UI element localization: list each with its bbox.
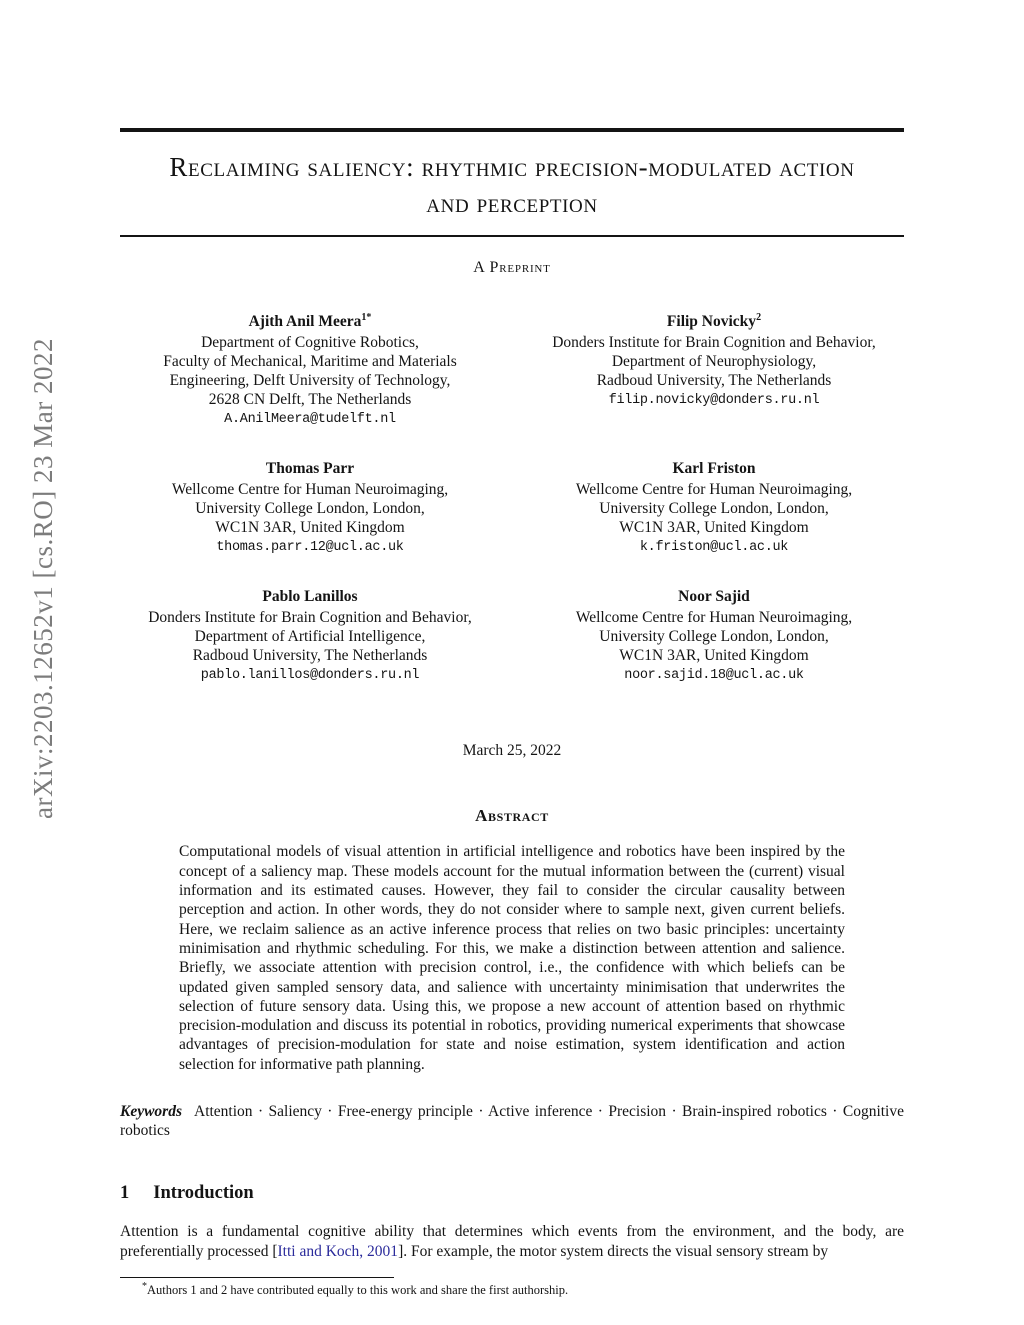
citation-link[interactable]: Itti and Koch, 2001 <box>277 1242 399 1260</box>
author-name <box>120 313 500 332</box>
author-name-text: Karl Friston <box>672 460 756 478</box>
intro-text-before: Attention is a fundamental cognitive ability that determines which events from the environment, and the body, are preferentially processed [ <box>120 1222 904 1260</box>
author-affiliation: Wellcome Centre for Human Neuroimaging, University College London, London, WC1N 3AR, United Kingdom <box>575 609 853 665</box>
author-affiliation: Wellcome Centre for Human Neuroimaging, University College London, London, WC1N 3AR, United Kingdom <box>171 481 449 536</box>
paper-date: March 25, 2022 <box>462 742 562 760</box>
arxiv-watermark: arXiv:2203.12652v1 [cs.RO] 23 Mar 2022 <box>28 338 58 819</box>
author-name-text: Filip Novicky <box>666 313 757 331</box>
paper-title: Reclaiming saliency: rhythmic precision-modulated action and perception <box>169 152 855 218</box>
footnote-divider <box>120 1277 394 1278</box>
author-email: k.friston@ucl.ac.uk <box>639 539 789 555</box>
author-name-text: Pablo Lanillos <box>262 588 358 606</box>
title-rule-divider <box>120 235 904 237</box>
section-number: 1 <box>120 1182 130 1203</box>
author-affiliation: Donders Institute for Brain Cognition and Behavior, Department of Neurophysiology, Radboud University, The Netherlands <box>552 334 876 389</box>
author-grid <box>120 313 904 684</box>
footnote <box>120 1283 904 1298</box>
keywords <box>120 1102 904 1141</box>
author-name-text: Ajith Anil Meera <box>248 313 362 331</box>
author-block-novicky <box>524 313 904 428</box>
keywords-label: Keywords <box>120 1103 182 1120</box>
abstract-text: Computational models of visual attention in artificial intelligence and robotics have been inspired by the concept of a saliency map. These models account for the mutual information between the (current) visual information and its estimated causes. However, they fail to consider the circular causality between perception and action. In other words, they do not consider where to sample next, given current beliefs. Here, we reclaim salience as an active inference process that relies on two basic principles: uncertainty minimisation and rhythmic scheduling. For this, we make a distinction between attention and salience. Briefly, we associate attention with precision control, i.e., the confidence with which beliefs can be updated given sampled sensory data, and salience with uncertainty minimisation that underwrites the selection of future sensory data. Using this, we propose a new account of attention based on rhythmic precision-modulation and discuss its potential in robotics, providing numerical experiments that showcase advantages of precision-modulation for state and noise estimation, system identification and action selection for informative path planning. <box>179 843 845 1073</box>
author-email: filip.novicky@donders.ru.nl <box>608 392 820 408</box>
footnote-marker: * <box>142 1281 147 1293</box>
author-superscript: 1* <box>361 312 372 324</box>
author-affiliation: Donders Institute for Brain Cognition and Behavior, Department of Artificial Intelligence, Radboud University, The Netherlands <box>148 609 472 665</box>
intro-paragraph <box>120 1222 904 1262</box>
author-block-meera <box>120 313 500 428</box>
author-name-text: Thomas Parr <box>265 460 355 478</box>
section-1-heading <box>120 1183 904 1204</box>
paper-page <box>120 0 904 1298</box>
author-email: pablo.lanillos@donders.ru.nl <box>200 667 420 683</box>
author-superscript: 2 <box>756 312 762 324</box>
author-block-sajid <box>524 588 904 684</box>
preprint-label: A Preprint <box>473 259 551 277</box>
author-email: A.AnilMeera@tudelft.nl <box>224 411 396 427</box>
author-name <box>524 460 904 479</box>
author-name <box>524 313 904 332</box>
author-block-friston <box>524 460 904 556</box>
intro-text-after: ]. For example, the motor system directs the visual sensory stream by <box>398 1242 829 1260</box>
author-name <box>120 588 500 607</box>
author-name-text: Noor Sajid <box>678 588 750 606</box>
author-block-lanillos <box>120 588 500 684</box>
top-rule-divider <box>120 128 904 132</box>
footnote-text: Authors 1 and 2 have contributed equally to this work and share the first authorship. <box>147 1283 569 1298</box>
author-email: noor.sajid.18@ucl.ac.uk <box>624 667 804 683</box>
author-name <box>524 588 904 607</box>
author-name <box>120 460 500 479</box>
keywords-text: Attention · Saliency · Free-energy principle · Active inference · Precision · Brain-inspired robotics · Cognitive robotics <box>120 1103 904 1140</box>
section-title: Introduction <box>153 1182 254 1203</box>
author-block-parr <box>120 460 500 556</box>
author-affiliation: Wellcome Centre for Human Neuroimaging, University College London, London, WC1N 3AR, United Kingdom <box>575 481 853 536</box>
abstract-heading: Abstract <box>475 806 549 826</box>
author-email: thomas.parr.12@ucl.ac.uk <box>216 539 404 555</box>
author-affiliation: Department of Cognitive Robotics, Faculty of Mechanical, Maritime and Materials Engineering, Delft University of Technology, 2628 CN Delft, The Netherlands <box>163 334 457 408</box>
